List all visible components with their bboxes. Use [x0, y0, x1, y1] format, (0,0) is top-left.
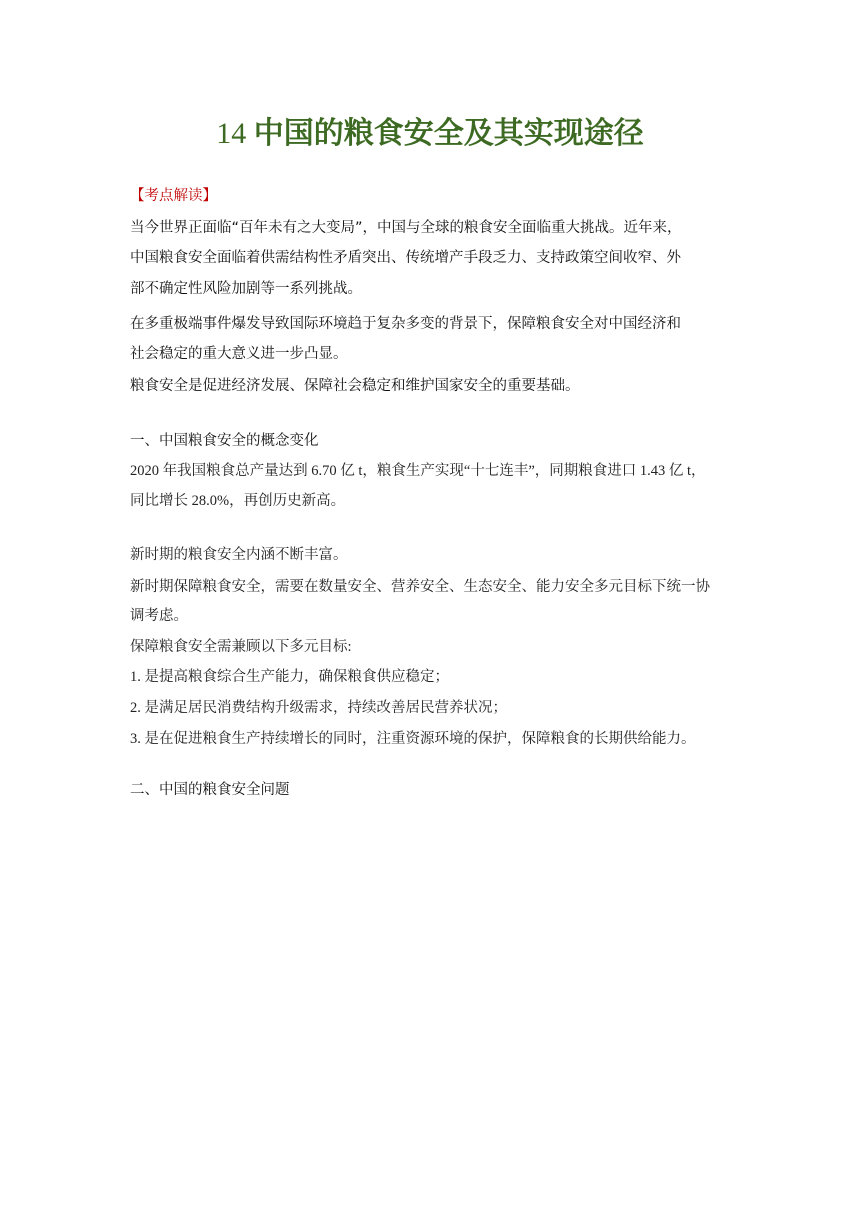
title-text: 中国的粮食安全及其实现途径 — [253, 116, 644, 151]
section1-para2-line: 保障粮食安全需兼顾以下多元目标: — [130, 639, 352, 655]
section1-para2-line: 调考虑。 — [130, 608, 188, 624]
section1-para2-line: 新时期的粮食安全内涵不断丰富。 — [130, 547, 348, 563]
section1-para1-line: 同比增长 28.0%，再创历史新高。 — [130, 493, 346, 509]
kaodian-label: 【考点解读】 — [130, 188, 217, 204]
intro-line: 社会稳定的重大意义进一步凸显。 — [130, 346, 348, 362]
intro-line: 中国粮食安全面临着供需结构性矛盾突出、传统增产手段乏力、支持政策空间收窄、外 — [130, 250, 681, 266]
section2-heading: 二、中国的粮食安全问题 — [130, 782, 290, 798]
intro-line: 当今世界正面临“百年未有之大变局”，中国与全球的粮食安全面临重大挑战。近年来， — [130, 220, 682, 236]
page-title — [0, 112, 860, 156]
section1-para2-line: 新时期保障粮食安全，需要在数量安全、营养安全、生态安全、能力安全多元目标下统一协 — [130, 579, 710, 595]
section1-heading: 一、中国粮食安全的概念变化 — [130, 433, 319, 449]
section1-list-item: 3. 是在促进粮食生产持续增长的同时，注重资源环境的保护，保障粮食的长期供给能力。 — [130, 731, 696, 747]
intro-line: 部不确定性风险加剧等一系列挑战。 — [130, 281, 362, 297]
section1-list-item: 1. 是提高粮食综合生产能力，确保粮食供应稳定； — [130, 669, 449, 685]
title-number: 14 — [216, 117, 247, 150]
intro-line: 粮食安全是促进经济发展、保障社会稳定和维护国家安全的重要基础。 — [130, 378, 580, 394]
section1-para1-line: 2020 年我国粮食总产量达到 6.70 亿 t，粮食生产实现“十七连丰”，同期粮食进口 1.43 亿 t， — [130, 463, 706, 479]
section1-list-item: 2. 是满足居民消费结构升级需求，持续改善居民营养状况； — [130, 700, 507, 716]
intro-line: 在多重极端事件爆发导致国际环境趋于复杂多变的背景下，保障粮食安全对中国经济和 — [130, 316, 681, 332]
